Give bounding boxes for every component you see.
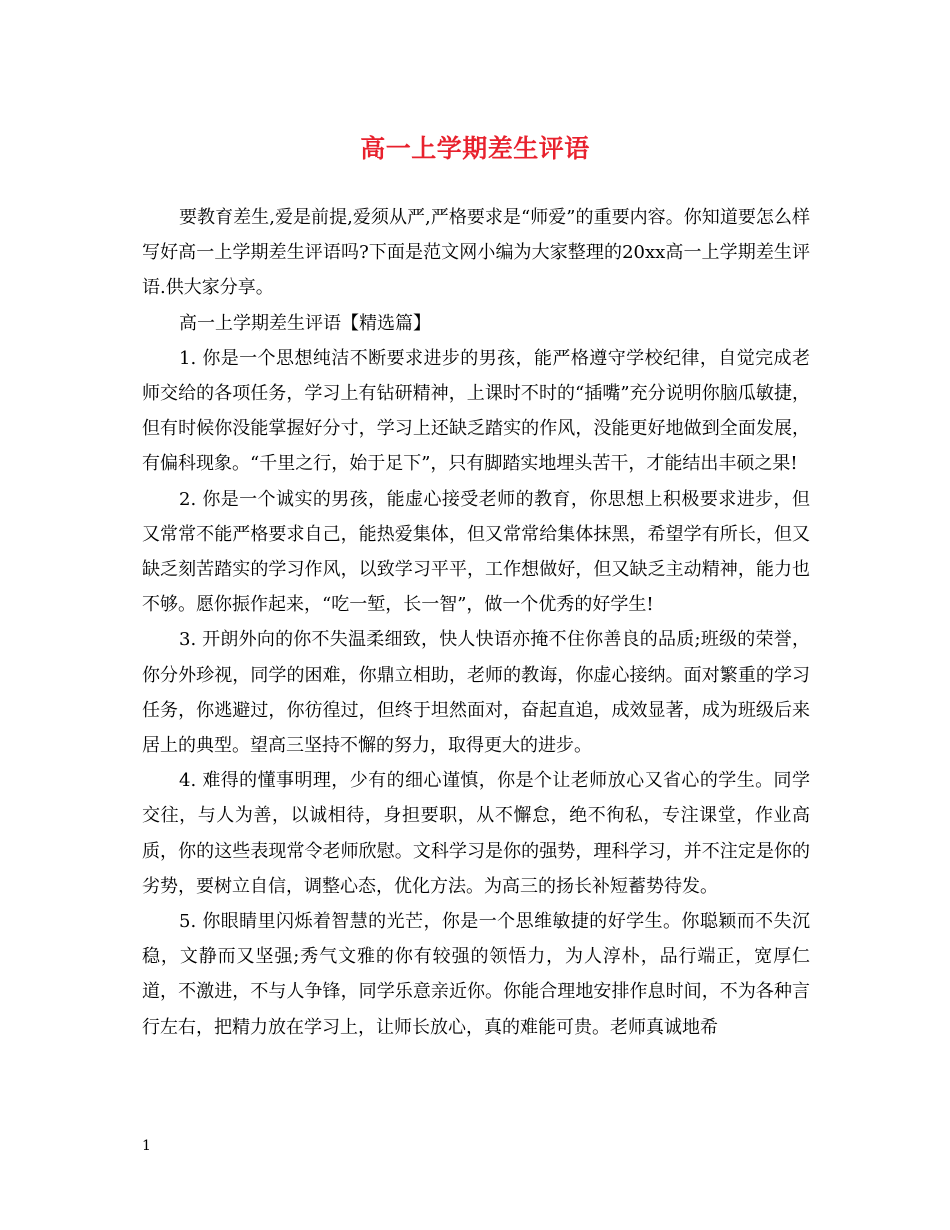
section-heading: 高一上学期差生评语【精选篇】 xyxy=(179,312,431,334)
comment-paragraph-5: 5. 你眼睛里闪烁着智慧的光芒，你是一个思维敏捷的好学生。你聪颖而不失沉稳，文静而又坚强;秀气文雅的你有较强的领悟力，为人淳朴，品行端正，宽厚仁道，不激进，不与人争锋，同学乐意亲近你。你能合理地安排作息时间，不为各种言行左右，把精力放在学习上，让师长放心，真的难能可贵。老师真诚地希 xyxy=(142,911,810,1038)
comment-paragraph-2: 2. 你是一个诚实的男孩，能虚心接受老师的教育，你思想上积极要求进步，但又常常不能严格要求自己，能热爱集体，但又常常给集体抹黑，希望学有所长，但又缺乏刻苦踏实的学习作风，以致学习平平，工作想做好，但又缺乏主动精神，能力也不够。愿你振作起来，“吃一堑，长一智”，做一个优秀的好学生! xyxy=(142,488,810,616)
comment-paragraph-4: 4. 难得的懂事明理，少有的细心谨慎，你是个让老师放心又省心的学生。同学交往，与人为善，以诚相待，身担要职，从不懈怠，绝不徇私，专注课堂，作业高质，你的这些表现常令老师欣慰。文科学习是你的强势，理科学习，并不注定是你的劣势，要树立自信，调整心态，优化方法。为高三的扬长补短蓄势待发。 xyxy=(142,770,810,897)
document-title: 高一上学期差生评语 xyxy=(360,134,590,163)
page-number: 1 xyxy=(142,1138,151,1154)
intro-paragraph: 要教育差生,爱是前提,爱须从严,严格要求是“师爱”的重要内容。你知道要怎么样写好高一上学期差生评语吗?下面是范文网小编为大家整理的20xx高一上学期差生评语.供大家分享。 xyxy=(142,207,810,299)
document-body xyxy=(142,200,810,1045)
comment-paragraph-1: 1. 你是一个思想纯洁不断要求进步的男孩，能严格遵守学校纪律，自觉完成老师交给的各项任务，学习上有钻研精神，上课时不时的“插嘴”充分说明你脑瓜敏捷，但有时候你没能掌握好分寸，学习上还缺乏踏实的作风，没能更好地做到全面发展，有偏科现象。“千里之行，始于足下”，只有脚踏实地埋头苦干，才能结出丰硕之果! xyxy=(142,347,810,475)
comment-paragraph-3: 3. 开朗外向的你不失温柔细致，快人快语亦掩不住你善良的品质;班级的荣誉，你分外珍视，同学的困难，你鼎立相助，老师的教诲，你虚心接纳。面对繁重的学习任务，你逃避过，你彷徨过，但终于坦然面对，奋起直追，成效显著，成为班级后来居上的典型。望高三坚持不懈的努力，取得更大的进步。 xyxy=(142,629,810,757)
